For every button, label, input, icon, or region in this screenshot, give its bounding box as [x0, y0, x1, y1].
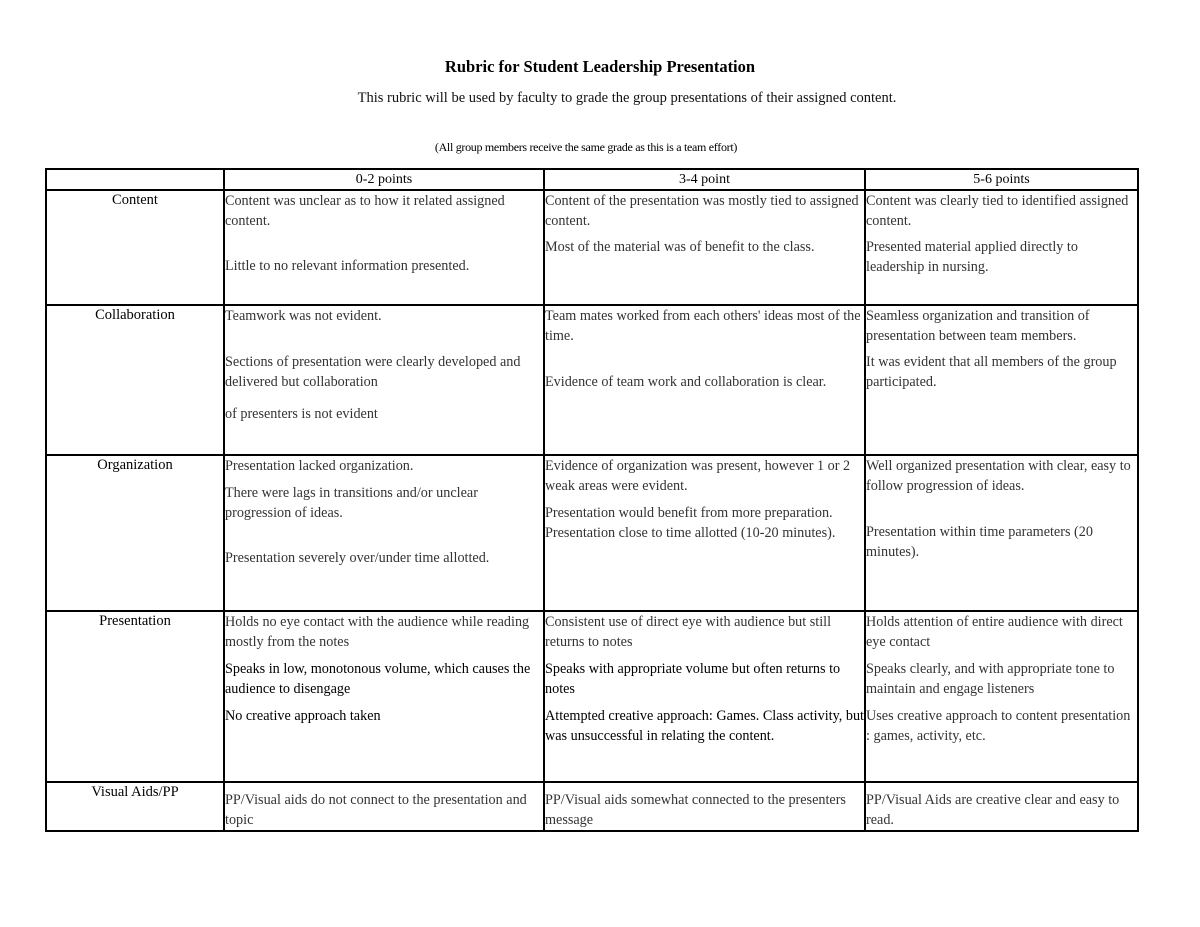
- cell-text: Most of the material was of benefit to the class.: [545, 239, 815, 255]
- cell-text: Evidence of team work and collaboration is clear.: [545, 374, 827, 390]
- score-cell-mid: [544, 782, 865, 831]
- table-row: [46, 455, 1138, 611]
- table-row: [46, 611, 1138, 782]
- cell-text: Evidence of organization was present, however 1 or 2 weak areas were evident.: [545, 458, 851, 494]
- score-cell-high: [865, 305, 1138, 455]
- header-row: [46, 169, 1138, 190]
- cell-text: Presentation would benefit from more preparation.: [545, 505, 833, 521]
- cell-text: Well organized presentation with clear, easy to follow progression of ideas.: [866, 458, 1131, 494]
- column-header-3-4: 3-4 point: [544, 169, 865, 190]
- score-cell-mid: [544, 305, 865, 455]
- criterion-cell: Presentation: [46, 611, 224, 782]
- cell-text: It was evident that all members of the group participated.: [866, 354, 1117, 390]
- cell-text: Presented material applied directly to leadership in nursing.: [866, 239, 1078, 275]
- cell-text: Presentation severely over/under time allotted.: [225, 550, 490, 566]
- cell-text: Speaks with appropriate volume but often returns to notes: [545, 661, 841, 697]
- cell-text: No creative approach taken: [225, 708, 381, 724]
- cell-text: of presenters is not evident: [225, 406, 378, 422]
- cell-text: Seamless organization and transition of presentation between team members.: [866, 308, 1090, 344]
- column-header-5-6: 5-6 points: [865, 169, 1138, 190]
- cell-text: Presentation lacked organization.: [225, 458, 414, 474]
- cell-text: Content of the presentation was mostly tied to assigned content.: [545, 193, 859, 229]
- cell-text: Team mates worked from each others' ideas most of the time.: [545, 308, 861, 344]
- cell-text: Sections of presentation were clearly developed and delivered but collaboration: [225, 354, 521, 390]
- cell-text: PP/Visual aids do not connect to the presentation and topic: [225, 792, 527, 828]
- score-cell-low: [224, 782, 544, 831]
- cell-text: Uses creative approach to content presentation : games, activity, etc.: [866, 708, 1131, 744]
- table-row: [46, 782, 1138, 831]
- cell-text: Attempted creative approach: Games. Class activity, but was unsuccessful in relating the content.: [545, 708, 864, 744]
- score-cell-mid: [544, 190, 865, 305]
- criterion-cell: Visual Aids/PP: [46, 782, 224, 831]
- cell-text: Holds attention of entire audience with direct eye contact: [866, 614, 1123, 650]
- cell-text: PP/Visual aids somewhat connected to the presenters message: [545, 792, 846, 828]
- cell-text: Content was clearly tied to identified assigned content.: [866, 193, 1129, 229]
- score-cell-low: [224, 455, 544, 611]
- cell-text: Consistent use of direct eye with audience but still returns to notes: [545, 614, 832, 650]
- cell-text: PP/Visual Aids are creative clear and easy to read.: [866, 792, 1120, 828]
- rubric-table: [45, 168, 1139, 832]
- score-cell-high: [865, 455, 1138, 611]
- score-cell-mid: [544, 455, 865, 611]
- table-row: [46, 190, 1138, 305]
- score-cell-low: [224, 190, 544, 305]
- document-subtitle: This rubric will be used by faculty to grade the group presentations of their assigned content.: [357, 90, 897, 106]
- cell-text: Presentation within time parameters (20 minutes).: [866, 524, 1093, 560]
- cell-text: Speaks clearly, and with appropriate tone to maintain and engage listeners: [866, 661, 1115, 697]
- score-cell-low: [224, 611, 544, 782]
- grading-note: (All group members receive the same grade as this is a team effort): [434, 140, 738, 154]
- criterion-cell: Organization: [46, 455, 224, 611]
- column-header-blank: [46, 169, 224, 190]
- cell-text: Presentation close to time allotted (10-20 minutes).: [545, 525, 836, 541]
- document-title: Rubric for Student Leadership Presentation: [444, 57, 756, 76]
- cell-text: Little to no relevant information presented.: [225, 258, 470, 274]
- score-cell-mid: [544, 611, 865, 782]
- score-cell-high: [865, 611, 1138, 782]
- score-cell-high: [865, 190, 1138, 305]
- cell-text: Content was unclear as to how it related assigned content.: [225, 193, 505, 229]
- cell-text: Teamwork was not evident.: [225, 308, 382, 324]
- criterion-cell: Content: [46, 190, 224, 305]
- table-row: [46, 305, 1138, 455]
- column-header-0-2: 0-2 points: [224, 169, 544, 190]
- cell-text: Speaks in low, monotonous volume, which causes the audience to disengage: [225, 661, 531, 697]
- cell-text: There were lags in transitions and/or unclear progression of ideas.: [225, 485, 478, 521]
- cell-text: Holds no eye contact with the audience while reading mostly from the notes: [225, 614, 530, 650]
- criterion-cell: Collaboration: [46, 305, 224, 455]
- score-cell-low: [224, 305, 544, 455]
- score-cell-high: [865, 782, 1138, 831]
